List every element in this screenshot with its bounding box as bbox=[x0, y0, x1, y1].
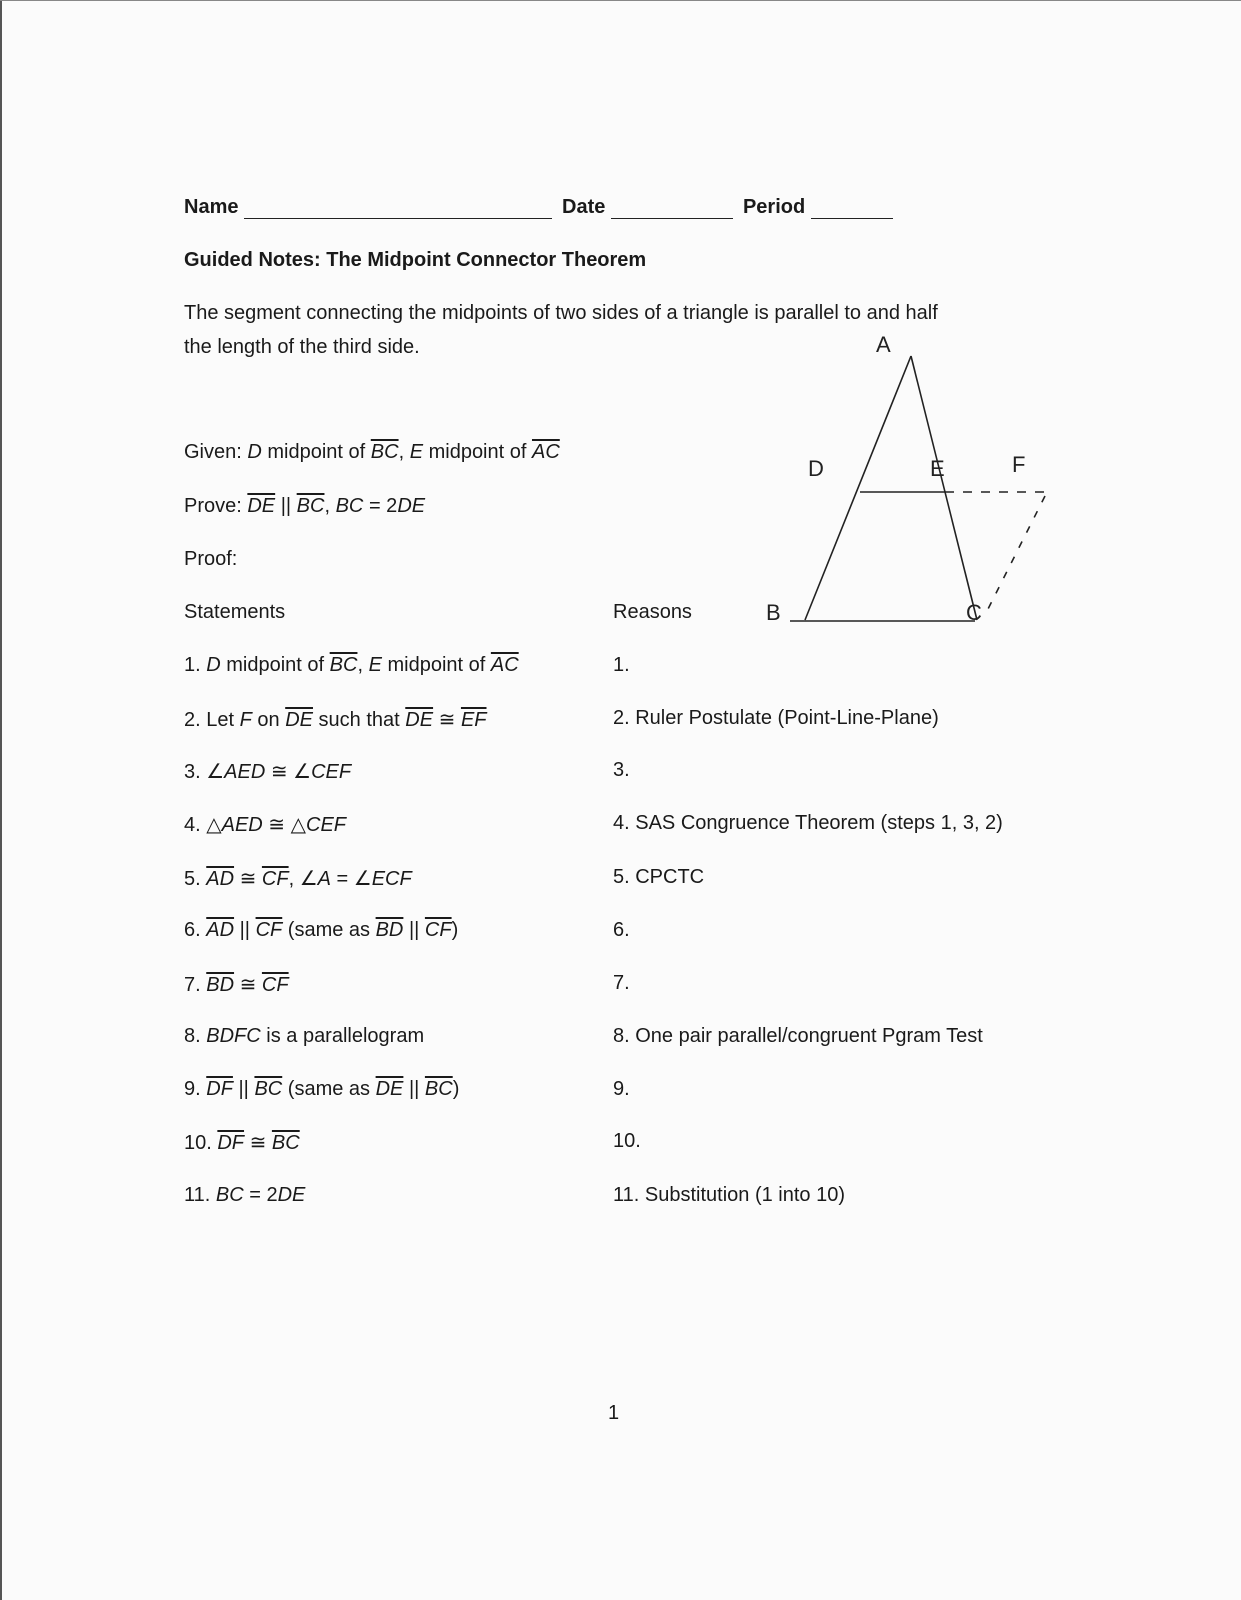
text-segment: , ∠ bbox=[288, 868, 318, 890]
label-f: F bbox=[1012, 452, 1026, 477]
text-segment: DE bbox=[277, 1184, 306, 1206]
segment-notation: $\overline{DE}$ bbox=[375, 1078, 404, 1100]
text-segment: such that bbox=[312, 709, 406, 731]
text-segment: = 2 bbox=[363, 495, 398, 517]
text-segment: E bbox=[368, 654, 382, 676]
segment-fc-dashed bbox=[985, 496, 1045, 615]
label-c: C bbox=[966, 600, 982, 625]
segment-notation: $\overline{DE}$ bbox=[405, 709, 434, 731]
text-segment: 11. bbox=[184, 1184, 216, 1206]
text-segment: AED bbox=[221, 814, 263, 836]
text-segment: , bbox=[398, 441, 410, 463]
theorem-line-1: The segment connecting the midpoints of two sides of a triangle is parallel to and half bbox=[184, 302, 938, 324]
text-segment: 7. bbox=[184, 974, 207, 996]
text-segment: 6. bbox=[184, 919, 207, 941]
text-segment: AED bbox=[224, 761, 266, 783]
text-segment: Given: bbox=[184, 441, 248, 463]
page-title: Guided Notes: The Midpoint Connector Theorem bbox=[184, 249, 647, 271]
text-segment: ) bbox=[452, 1078, 460, 1100]
text-segment: 5. bbox=[184, 868, 207, 890]
side-ab bbox=[805, 356, 911, 620]
reason-3: 3. bbox=[613, 759, 630, 781]
segment-notation: $\overline{BC}$ bbox=[424, 1078, 453, 1100]
text-segment: midpoint of bbox=[423, 441, 532, 463]
text-segment: 4. △ bbox=[184, 814, 222, 836]
segment-notation: $\overline{DE}$ bbox=[247, 495, 276, 517]
text-segment: 1. bbox=[184, 654, 207, 676]
segment-notation: $\overline{AC}$ bbox=[490, 654, 519, 676]
text-segment: 9. bbox=[184, 1078, 207, 1100]
text-segment: || bbox=[232, 1078, 255, 1100]
text-segment: ECF bbox=[371, 868, 412, 890]
text-segment: (same as bbox=[282, 919, 376, 941]
reason-4: 4. SAS Congruence Theorem (steps 1, 3, 2) bbox=[613, 812, 1003, 834]
reason-2: 2. Ruler Postulate (Point-Line-Plane) bbox=[613, 707, 939, 729]
segment-notation: $\overline{BC}$ bbox=[254, 1078, 283, 1100]
segment-notation: $\overline{BC}$ bbox=[271, 1132, 300, 1154]
period-label: Period bbox=[742, 196, 806, 218]
text-segment: midpoint of bbox=[261, 441, 371, 463]
reason-5: 5. CPCTC bbox=[613, 866, 705, 888]
text-segment: F bbox=[239, 709, 252, 731]
statements-header: Statements bbox=[184, 601, 286, 623]
text-segment: ≅ bbox=[234, 868, 262, 890]
segment-notation: $\overline{BC}$ bbox=[370, 441, 399, 463]
reason-8: 8. One pair parallel/congruent Pgram Test bbox=[613, 1025, 983, 1047]
side-ac bbox=[911, 356, 977, 620]
text-segment: || bbox=[275, 495, 297, 517]
text-segment: DE bbox=[397, 495, 426, 517]
reason-9: 9. bbox=[613, 1078, 630, 1100]
text-segment: 2. Let bbox=[184, 709, 240, 731]
theorem-line-2: the length of the third side. bbox=[184, 336, 420, 358]
text-segment: CEF bbox=[311, 761, 352, 783]
reason-1: 1. bbox=[613, 654, 630, 676]
proof-label: Proof: bbox=[184, 548, 238, 570]
text-segment: BDFC bbox=[206, 1025, 261, 1047]
text-segment: || bbox=[403, 1078, 425, 1100]
text-segment: , bbox=[324, 495, 336, 517]
segment-notation: $\overline{DE}$ bbox=[285, 709, 313, 731]
text-segment: ≅ bbox=[244, 1132, 272, 1154]
label-b: B bbox=[766, 600, 781, 625]
segment-notation: $\overline{EF}$ bbox=[460, 709, 487, 731]
text-segment: Prove: bbox=[184, 495, 248, 517]
text-segment: D bbox=[206, 654, 221, 676]
text-segment: on bbox=[251, 709, 286, 731]
text-segment: is a parallelogram bbox=[260, 1025, 425, 1047]
text-segment: D bbox=[247, 441, 262, 463]
text-segment: ) bbox=[451, 919, 459, 941]
segment-notation: $\overline{BC}$ bbox=[296, 495, 325, 517]
text-segment: = 2 bbox=[243, 1184, 278, 1206]
segment-notation: $\overline{BC}$ bbox=[329, 654, 358, 676]
text-segment: midpoint of bbox=[220, 654, 330, 676]
text-segment: || bbox=[403, 919, 425, 941]
reason-10: 10. bbox=[613, 1130, 641, 1152]
label-e: E bbox=[930, 456, 945, 481]
segment-notation: $\overline{AC}$ bbox=[531, 441, 560, 463]
text-segment: (same as bbox=[282, 1078, 376, 1100]
text-segment: ≅ ∠ bbox=[265, 761, 312, 783]
date-label: Date bbox=[562, 196, 606, 218]
label-d: D bbox=[808, 456, 824, 481]
reason-7: 7. bbox=[613, 972, 630, 994]
label-a: A bbox=[876, 332, 891, 357]
segment-notation: $\overline{CF}$ bbox=[261, 868, 289, 890]
segment-notation: $\overline{BD}$ bbox=[375, 919, 404, 941]
reason-6: 6. bbox=[613, 919, 630, 941]
name-label: Name bbox=[184, 196, 239, 218]
text-segment: ≅ bbox=[234, 974, 262, 996]
segment-notation: $\overline{CF}$ bbox=[424, 919, 452, 941]
segment-notation: $\overline{DF}$ bbox=[217, 1132, 245, 1154]
text-segment: || bbox=[234, 919, 256, 941]
segment-notation: $\overline{CF}$ bbox=[255, 919, 283, 941]
text-segment: BC bbox=[335, 495, 364, 517]
text-segment: 8. bbox=[184, 1025, 207, 1047]
segment-notation: $\overline{AD}$ bbox=[206, 919, 235, 941]
text-segment: CEF bbox=[306, 814, 347, 836]
text-segment: = ∠ bbox=[330, 868, 372, 890]
text-segment: A bbox=[317, 868, 331, 890]
segment-notation: $\overline{BD}$ bbox=[206, 974, 235, 996]
segment-notation: $\overline{CF}$ bbox=[261, 974, 289, 996]
reasons-header: Reasons bbox=[613, 601, 692, 623]
text-segment: ≅ bbox=[433, 709, 461, 731]
segment-notation: $\overline{DF}$ bbox=[206, 1078, 233, 1100]
page-number: 1 bbox=[608, 1402, 620, 1424]
text-segment: 10. bbox=[184, 1132, 218, 1154]
text-segment: 3. ∠ bbox=[184, 761, 225, 783]
text-segment: ≅ △ bbox=[262, 814, 307, 836]
text-segment: E bbox=[409, 441, 424, 463]
text-segment: midpoint of bbox=[381, 654, 491, 676]
reason-11: 11. Substitution (1 into 10) bbox=[613, 1184, 845, 1206]
segment-notation: $\overline{AD}$ bbox=[206, 868, 235, 890]
text-segment: , bbox=[357, 654, 369, 676]
text-segment: BC bbox=[215, 1184, 244, 1206]
